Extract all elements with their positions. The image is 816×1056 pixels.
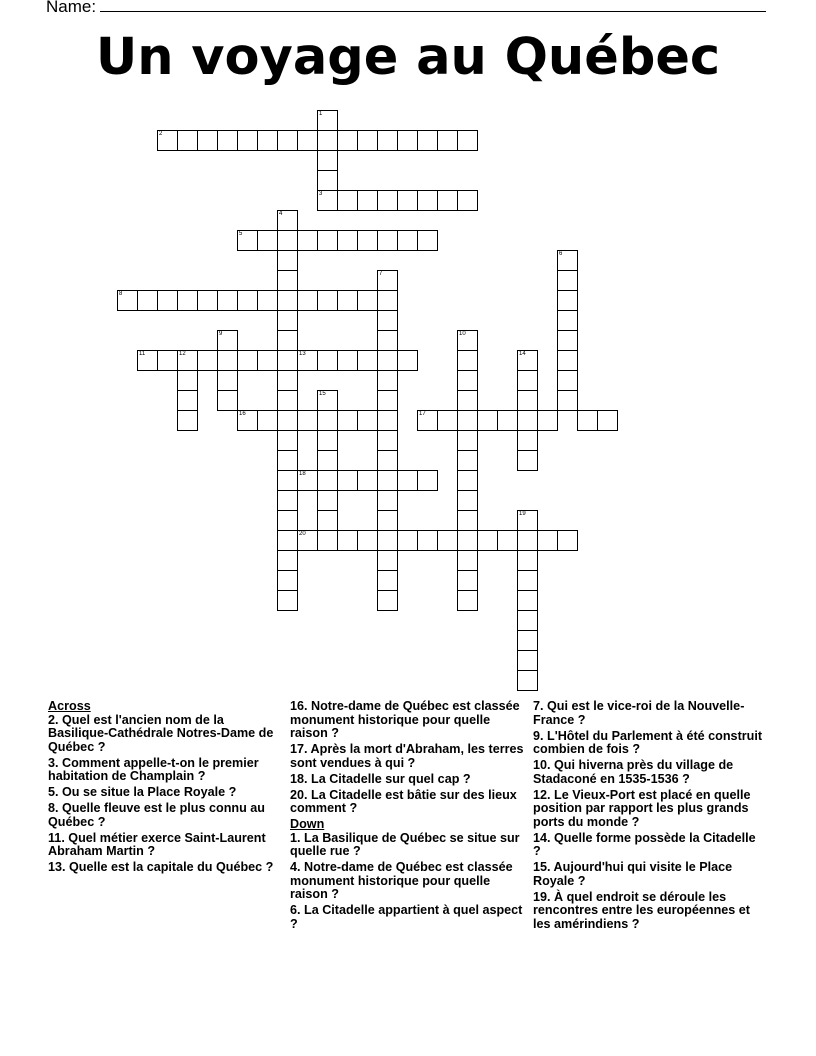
clue-number-label: 18: [299, 471, 306, 477]
grid-cell[interactable]: [277, 550, 298, 571]
clue-text: Notre-dame de Québec est classée monument historique pour quelle raison ?: [290, 699, 520, 740]
grid-cell[interactable]: [517, 550, 538, 571]
clue-down-4: [290, 861, 525, 902]
grid-cell[interactable]: [557, 350, 578, 371]
grid-cell[interactable]: [557, 270, 578, 291]
grid-cell[interactable]: [337, 350, 358, 371]
grid-cell[interactable]: [357, 350, 378, 371]
grid-cell[interactable]: [457, 450, 478, 471]
grid-cell[interactable]: [417, 530, 438, 551]
grid-cell[interactable]: [317, 110, 338, 131]
clue-down-10: [533, 759, 763, 786]
grid-cell[interactable]: [277, 390, 298, 411]
grid-cell[interactable]: [417, 230, 438, 251]
grid-cell[interactable]: [157, 130, 178, 151]
clue-number: 15.: [533, 860, 551, 874]
grid-cell[interactable]: [317, 450, 338, 471]
clue-number: 19.: [533, 889, 551, 904]
grid-cell[interactable]: [157, 350, 178, 371]
clue-number: 9.: [533, 728, 544, 743]
grid-cell[interactable]: [277, 270, 298, 291]
clue-text: La Basilique de Québec se situe sur quelle rue ?: [290, 830, 520, 858]
clue-number: 16.: [290, 699, 308, 713]
clue-number-label: 17: [419, 411, 426, 417]
clue-number: 2.: [48, 712, 59, 727]
clues-column-1: [48, 700, 280, 877]
clue-number: 20.: [290, 787, 308, 802]
clue-text: Qui hiverna près du village de Stadaconé en 1535-1536 ?: [533, 758, 734, 786]
clue-text: Qui est le vice-roi de la Nouvelle-France ?: [533, 699, 745, 727]
clue-number: 3.: [48, 755, 59, 770]
grid-cell[interactable]: [317, 510, 338, 531]
clue-text: Quel est l'ancien nom de la Basilique-Cathédrale Notres-Dame de Québec ?: [48, 712, 274, 754]
grid-cell[interactable]: [317, 530, 338, 551]
grid-cell[interactable]: [377, 530, 398, 551]
grid-cell[interactable]: [457, 570, 478, 591]
grid-cell[interactable]: [457, 550, 478, 571]
grid-cell[interactable]: [397, 530, 418, 551]
grid-cell[interactable]: [557, 250, 578, 271]
grid-cell[interactable]: [457, 430, 478, 451]
clue-down-19: [533, 891, 763, 932]
clue-number-label: 2: [159, 131, 163, 137]
clue-number-label: 19: [519, 511, 526, 517]
grid-cell[interactable]: [337, 410, 358, 431]
grid-cell[interactable]: [497, 530, 518, 551]
grid-cell[interactable]: [257, 130, 278, 151]
clue-number-label: 6: [559, 251, 563, 257]
grid-cell[interactable]: [457, 530, 478, 551]
grid-cell[interactable]: [217, 390, 238, 411]
grid-cell[interactable]: [597, 410, 618, 431]
grid-cell[interactable]: [297, 530, 318, 551]
grid-cell[interactable]: [457, 470, 478, 491]
clue-number: 12.: [533, 787, 551, 802]
grid-cell[interactable]: [437, 530, 458, 551]
clue-number: 17.: [290, 742, 308, 756]
grid-cell[interactable]: [257, 410, 278, 431]
grid-cell[interactable]: [257, 350, 278, 371]
grid-cell[interactable]: [317, 470, 338, 491]
grid-cell[interactable]: [337, 130, 358, 151]
clue-across-8: [48, 802, 280, 829]
clue-number-label: 4: [279, 211, 283, 217]
grid-cell[interactable]: [517, 410, 538, 431]
grid-cell[interactable]: [357, 470, 378, 491]
grid-cell[interactable]: [377, 330, 398, 351]
grid-cell[interactable]: [377, 490, 398, 511]
grid-cell[interactable]: [277, 470, 298, 491]
grid-cell[interactable]: [377, 270, 398, 291]
grid-cell[interactable]: [277, 430, 298, 451]
clue-number: 4.: [290, 860, 301, 874]
grid-cell[interactable]: [357, 410, 378, 431]
grid-cell[interactable]: [117, 290, 138, 311]
grid-cell[interactable]: [377, 430, 398, 451]
clue-number: 1.: [290, 830, 301, 845]
clue-text: La Citadelle est bâtie sur des lieux comment ?: [290, 787, 517, 815]
grid-cell[interactable]: [557, 390, 578, 411]
clue-number-label: 8: [119, 291, 123, 297]
grid-cell[interactable]: [277, 510, 298, 531]
grid-cell[interactable]: [337, 230, 358, 251]
clue-number-label: 14: [519, 351, 526, 357]
grid-cell[interactable]: [317, 170, 338, 191]
grid-cell[interactable]: [277, 490, 298, 511]
grid-cell[interactable]: [217, 130, 238, 151]
grid-cell[interactable]: [337, 530, 358, 551]
grid-cell[interactable]: [397, 190, 418, 211]
grid-cell[interactable]: [377, 510, 398, 531]
grid-cell[interactable]: [297, 470, 318, 491]
grid-cell[interactable]: [217, 290, 238, 311]
grid-cell[interactable]: [377, 190, 398, 211]
grid-cell[interactable]: [197, 350, 218, 371]
clue-down-14: [533, 832, 763, 859]
grid-cell[interactable]: [197, 130, 218, 151]
grid-cell[interactable]: [517, 370, 538, 391]
grid-cell[interactable]: [177, 350, 198, 371]
clue-text: Après la mort d'Abraham, les terres sont vendues à qui ?: [290, 742, 524, 770]
grid-cell[interactable]: [277, 210, 298, 231]
grid-cell[interactable]: [357, 230, 378, 251]
clue-across-18: [290, 773, 525, 787]
clue-number-label: 5: [239, 231, 243, 237]
grid-cell[interactable]: [317, 430, 338, 451]
clue-number: 13.: [48, 860, 66, 874]
clue-number: 7.: [533, 699, 544, 713]
grid-cell[interactable]: [317, 190, 338, 211]
grid-cell[interactable]: [557, 330, 578, 351]
grid-cell[interactable]: [517, 610, 538, 631]
grid-cell[interactable]: [517, 430, 538, 451]
grid-cell[interactable]: [377, 450, 398, 471]
grid-cell[interactable]: [177, 290, 198, 311]
grid-cell[interactable]: [277, 570, 298, 591]
grid-cell[interactable]: [277, 310, 298, 331]
clue-number-label: 12: [179, 351, 186, 357]
grid-cell[interactable]: [237, 410, 258, 431]
grid-cell[interactable]: [517, 350, 538, 371]
grid-cell[interactable]: [317, 150, 338, 171]
grid-cell[interactable]: [497, 410, 518, 431]
grid-cell[interactable]: [277, 230, 298, 251]
grid-cell[interactable]: [517, 650, 538, 671]
grid-cell[interactable]: [457, 510, 478, 531]
clue-down-12: [533, 789, 763, 830]
grid-cell[interactable]: [177, 410, 198, 431]
grid-cell[interactable]: [377, 410, 398, 431]
grid-cell[interactable]: [297, 230, 318, 251]
grid-cell[interactable]: [277, 290, 298, 311]
grid-cell[interactable]: [517, 510, 538, 531]
grid-cell[interactable]: [457, 410, 478, 431]
grid-cell[interactable]: [317, 290, 338, 311]
clue-across-13: [48, 861, 280, 875]
clue-number-label: 20: [299, 531, 306, 537]
clues-column-3: [533, 700, 763, 934]
clue-text: À quel endroit se déroule les rencontres entre les européennes et les amérindiens ?: [533, 889, 750, 931]
clue-down-7: [533, 700, 763, 727]
across-heading: Across: [48, 699, 91, 713]
grid-cell[interactable]: [277, 370, 298, 391]
down-heading: Down: [290, 817, 325, 831]
grid-cell[interactable]: [377, 310, 398, 331]
clue-text: Quelle forme possède la Citadelle ?: [533, 830, 756, 858]
grid-cell[interactable]: [277, 450, 298, 471]
grid-cell[interactable]: [217, 330, 238, 351]
grid-cell[interactable]: [337, 190, 358, 211]
page-title: Un voyage au Québec: [95, 28, 721, 87]
grid-cell[interactable]: [357, 130, 378, 151]
grid-cell[interactable]: [217, 350, 238, 371]
grid-cell[interactable]: [557, 370, 578, 391]
clue-text: L'Hôtel du Parlement à été construit combien de fois ?: [533, 728, 763, 756]
grid-cell[interactable]: [437, 410, 458, 431]
grid-cell[interactable]: [317, 410, 338, 431]
grid-cell[interactable]: [277, 530, 298, 551]
clue-across-20: [290, 789, 525, 816]
grid-cell[interactable]: [517, 590, 538, 611]
grid-cell[interactable]: [377, 130, 398, 151]
grid-cell[interactable]: [317, 130, 338, 151]
grid-cell[interactable]: [457, 350, 478, 371]
clue-number-label: 3: [319, 191, 323, 197]
clue-number-label: 13: [299, 351, 306, 357]
grid-cell[interactable]: [297, 290, 318, 311]
grid-cell[interactable]: [377, 350, 398, 371]
grid-cell[interactable]: [457, 390, 478, 411]
grid-cell[interactable]: [557, 530, 578, 551]
grid-cell[interactable]: [517, 390, 538, 411]
grid-cell[interactable]: [297, 410, 318, 431]
clue-across-16: [290, 700, 525, 741]
grid-cell[interactable]: [317, 490, 338, 511]
clue-across-3: [48, 757, 280, 784]
clue-across-2: [48, 714, 280, 755]
grid-cell[interactable]: [237, 290, 258, 311]
grid-cell[interactable]: [417, 470, 438, 491]
grid-cell[interactable]: [377, 290, 398, 311]
clue-number-label: 10: [459, 331, 466, 337]
grid-cell[interactable]: [457, 190, 478, 211]
clue-number: 14.: [533, 830, 551, 845]
grid-cell[interactable]: [377, 470, 398, 491]
grid-cell[interactable]: [537, 410, 558, 431]
grid-cell[interactable]: [317, 350, 338, 371]
clue-down-1: [290, 832, 525, 859]
grid-cell[interactable]: [277, 130, 298, 151]
clue-down-9: [533, 730, 763, 757]
grid-cell[interactable]: [537, 530, 558, 551]
grid-cell[interactable]: [417, 130, 438, 151]
grid-cell[interactable]: [457, 370, 478, 391]
grid-cell[interactable]: [277, 330, 298, 351]
clue-down-15: [533, 861, 763, 888]
grid-cell[interactable]: [437, 190, 458, 211]
grid-cell[interactable]: [457, 130, 478, 151]
grid-cell[interactable]: [197, 290, 218, 311]
grid-cell[interactable]: [417, 410, 438, 431]
grid-cell[interactable]: [317, 230, 338, 251]
clue-text: Quelle est la capitale du Québec ?: [65, 860, 274, 874]
grid-cell[interactable]: [237, 350, 258, 371]
clue-text: Notre-dame de Québec est classée monument historique pour quelle raison ?: [290, 860, 513, 901]
clue-text: Comment appelle-t-on le premier habitation de Champlain ?: [48, 755, 259, 783]
clue-number: 10.: [533, 758, 551, 772]
clue-number: 8.: [48, 801, 59, 815]
clue-across-17: [290, 743, 525, 770]
grid-cell[interactable]: [437, 130, 458, 151]
grid-cell[interactable]: [137, 350, 158, 371]
grid-cell[interactable]: [557, 290, 578, 311]
grid-cell[interactable]: [177, 130, 198, 151]
grid-cell[interactable]: [337, 290, 358, 311]
clues-column-2: [290, 700, 525, 934]
grid-cell[interactable]: [297, 130, 318, 151]
clue-down-6: [290, 904, 525, 931]
grid-cell[interactable]: [357, 190, 378, 211]
grid-cell[interactable]: [457, 590, 478, 611]
grid-cell[interactable]: [237, 130, 258, 151]
clue-across-5: [48, 786, 280, 800]
grid-cell[interactable]: [177, 390, 198, 411]
grid-cell[interactable]: [377, 230, 398, 251]
clue-number: 18.: [290, 771, 308, 786]
grid-cell[interactable]: [397, 350, 418, 371]
grid-cell[interactable]: [297, 350, 318, 371]
grid-cell[interactable]: [517, 530, 538, 551]
grid-cell[interactable]: [257, 230, 278, 251]
grid-cell[interactable]: [377, 570, 398, 591]
grid-cell[interactable]: [577, 410, 598, 431]
grid-cell[interactable]: [277, 350, 298, 371]
grid-cell[interactable]: [237, 230, 258, 251]
grid-cell[interactable]: [517, 450, 538, 471]
grid-cell[interactable]: [277, 410, 298, 431]
grid-cell[interactable]: [457, 330, 478, 351]
grid-cell[interactable]: [377, 370, 398, 391]
clue-text: Quel métier exerce Saint-Laurent Abraham Martin ?: [48, 830, 266, 858]
grid-cell[interactable]: [517, 670, 538, 691]
grid-cell[interactable]: [417, 190, 438, 211]
clue-text: Le Vieux-Port est placé en quelle position par rapport les plus grands ports du monde ?: [533, 787, 751, 829]
clue-number-label: 7: [379, 271, 383, 277]
clue-number: 11.: [48, 830, 65, 845]
grid-cell[interactable]: [257, 290, 278, 311]
grid-cell[interactable]: [277, 250, 298, 271]
clue-number: 6.: [290, 903, 301, 917]
grid-cell[interactable]: [477, 410, 498, 431]
grid-cell[interactable]: [517, 630, 538, 651]
clue-text: Ou se situe la Place Royale ?: [58, 785, 237, 799]
clue-across-11: [48, 832, 280, 859]
grid-cell[interactable]: [357, 530, 378, 551]
name-label: Name:: [46, 0, 97, 16]
clue-number: 5.: [48, 785, 59, 799]
clue-text: Aujourd'hui qui visite le Place Royale ?: [533, 860, 733, 888]
grid-cell[interactable]: [317, 390, 338, 411]
grid-cell[interactable]: [337, 470, 358, 491]
grid-cell[interactable]: [357, 290, 378, 311]
clue-text: La Citadelle appartient à quel aspect ?: [290, 903, 523, 931]
grid-cell[interactable]: [377, 390, 398, 411]
clue-text: Quelle fleuve est le plus connu au Québec ?: [48, 801, 265, 829]
grid-cell[interactable]: [177, 370, 198, 391]
grid-cell[interactable]: [277, 590, 298, 611]
clue-number-label: 11: [139, 351, 146, 357]
clue-number-label: 1: [319, 111, 323, 117]
clue-number-label: 15: [319, 391, 326, 397]
clue-number-label: 9: [219, 331, 223, 337]
clue-text: La Citadelle sur quel cap ?: [307, 771, 471, 786]
clue-number-label: 16: [239, 411, 246, 417]
grid-cell[interactable]: [397, 230, 418, 251]
grid-cell[interactable]: [397, 470, 418, 491]
grid-cell[interactable]: [557, 310, 578, 331]
grid-cell[interactable]: [477, 530, 498, 551]
grid-cell[interactable]: [517, 570, 538, 591]
grid-cell[interactable]: [157, 290, 178, 311]
grid-cell[interactable]: [377, 590, 398, 611]
grid-cell[interactable]: [137, 290, 158, 311]
grid-cell[interactable]: [457, 490, 478, 511]
grid-cell[interactable]: [397, 130, 418, 151]
grid-cell[interactable]: [377, 550, 398, 571]
grid-cell[interactable]: [217, 370, 238, 391]
